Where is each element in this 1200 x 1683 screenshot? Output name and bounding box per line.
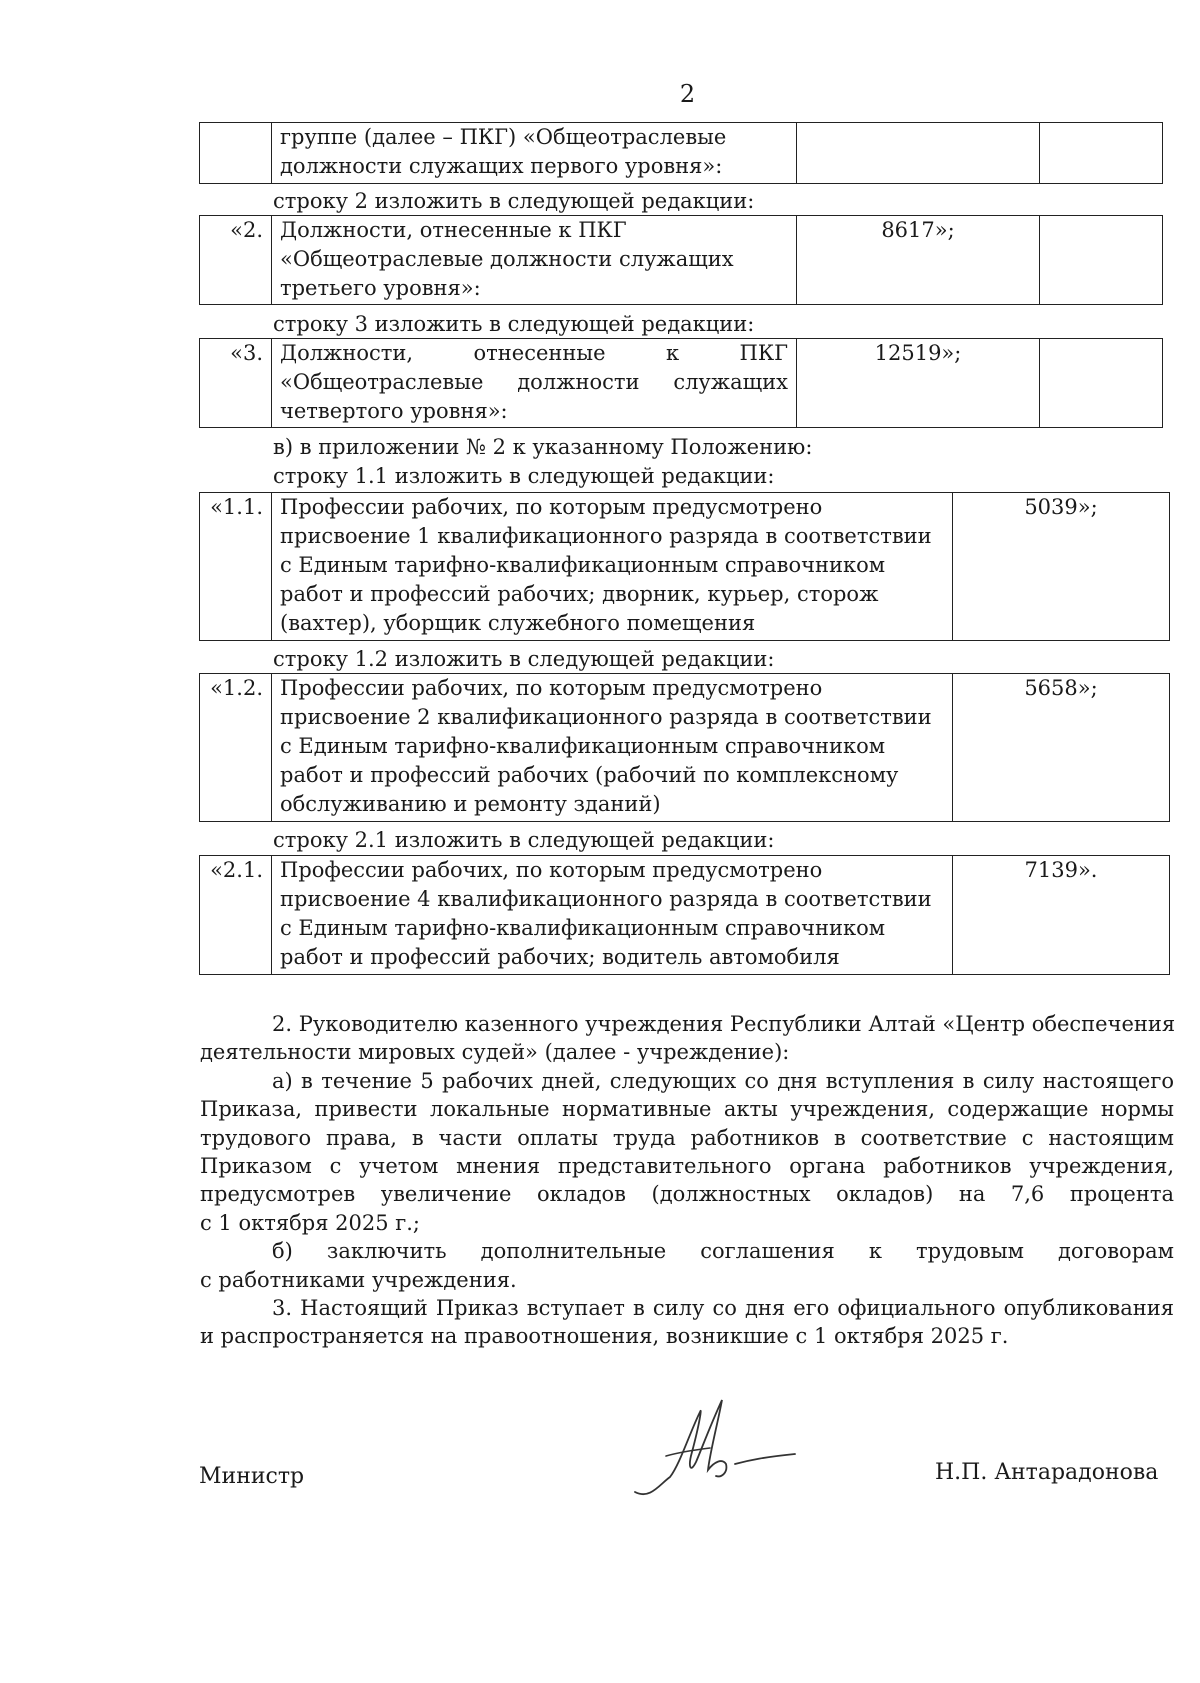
table-text-line: Профессии рабочих, по которым предусмотрено [280,676,823,700]
table-text-line: присвоение 2 квалификационного разряда в соответствии [280,705,932,729]
table-pkg2 [199,215,1163,305]
paragraph-line: а) в течение 5 рабочих дней, следующих со дня вступления в силу настоящего [272,1068,1174,1093]
signatory-name: Н.П. Антарадонова [935,1460,1159,1485]
paragraph-line: с 1 октября 2025 г.; [200,1210,420,1235]
paragraph-line: с работниками учреждения. [200,1267,517,1292]
table-text-line: с Единым тарифно-квалификационным справочником [280,553,886,577]
signatory-title: Министр [199,1464,305,1489]
table-cell-value: 5658»; [953,674,1170,822]
paragraph-line: 3. Настоящий Приказ вступает в силу со дня его официального опубликования [272,1296,1174,1321]
paragraph-line: предусмотрев увеличение окладов (должностных окладов) на 7,6 процента [200,1182,1174,1207]
table-text-line: присвоение 4 квалификационного разряда в соответствии [280,887,932,911]
table-text-line: присвоение 1 квалификационного разряда в соответствии [280,524,932,548]
table-text-line: работ и профессий рабочих; водитель автомобиля [280,945,840,969]
paragraph-line: деятельности мировых судей» (далее - учреждение): [200,1040,790,1065]
table-cell-text [272,856,953,975]
table-text-line: с Единым тарифно-квалификационным справочником [280,734,886,758]
caption-row12: строку 1.2 изложить в следующей редакции: [273,647,775,671]
table-text-line: Профессии рабочих, по которым предусмотрено [280,858,823,882]
table-cell-num: «1.2. [200,674,272,822]
caption-row3: строку 3 изложить в следующей редакции: [273,312,755,336]
paragraph-line: трудового права, в части оплаты труда работников в соответствие с настоящим [200,1125,1174,1150]
table-text-line: Должности, отнесенные к ПКГ [280,341,788,365]
paragraph-line: 2. Руководителю казенного учреждения Республики Алтай «Центр обеспечения [272,1012,1176,1036]
table-cell-value: 12519»; [797,339,1040,428]
table-text-line: обслуживанию и ремонту зданий) [280,792,661,816]
table-1-1 [199,492,1170,641]
handwritten-signature-icon [630,1392,810,1502]
table-text-line: «Общеотраслевые должности служащих [280,370,788,394]
table-cell-num: «2. [200,216,272,305]
body-text [200,1010,1174,1351]
table-text-line: (вахтер), уборщик служебного помещения [280,611,756,635]
table-cell-empty [1040,339,1163,428]
table-pkg3 [199,338,1163,428]
paragraph-line: Приказом с учетом мнения представительного органа работников учреждения, [200,1154,1174,1179]
paragraph-line: Приказа, привести локальные нормативные акты учреждения, содержащие нормы [200,1097,1174,1122]
paragraph-line: б) заключить дополнительные соглашения к трудовым договорам [272,1239,1174,1264]
table-cell-num: «2.1. [200,856,272,975]
table-1-2 [199,673,1170,822]
table-text-line: четвертого уровня»: [280,399,508,423]
table-text-line: работ и профессий рабочих; дворник, курьер, сторож [280,582,879,606]
table-cell-empty [1040,123,1163,184]
caption-row11: строку 1.1 изложить в следующей редакции: [273,464,775,488]
table-cell-text [272,493,953,641]
table-text-line: Должности, отнесенные к ПКГ [280,218,627,242]
caption-row21: строку 2.1 изложить в следующей редакции: [273,828,775,852]
table-cell-empty [1040,216,1163,305]
table-cell-text [272,216,797,305]
page-number: 2 [679,80,696,108]
table-pkg1 [199,122,1163,184]
table-cell-num: «1.1. [200,493,272,641]
table-text-line: Профессии рабочих, по которым предусмотрено [280,495,823,519]
table-text-line: группе (далее – ПКГ) «Общеотраслевые [280,125,727,149]
table-cell-num [200,123,272,184]
table-cell-num: «3. [200,339,272,428]
table-cell-value: 5039»; [953,493,1170,641]
table-cell-text [272,123,797,184]
table-text-line: с Единым тарифно-квалификационным справочником [280,916,886,940]
table-cell-value: 7139». [953,856,1170,975]
table-cell-text [272,674,953,822]
paragraph-line: и распространяется на правоотношения, возникшие с 1 октября 2025 г. [200,1324,1009,1349]
table-text-line: «Общеотраслевые должности служащих [280,247,734,271]
table-cell-value [797,123,1040,184]
table-cell-text [272,339,797,428]
caption-appendix: в) в приложении № 2 к указанному Положению: [273,435,813,459]
table-text-line: работ и профессий рабочих (рабочий по комплексному [280,763,899,787]
caption-row2: строку 2 изложить в следующей редакции: [273,189,755,213]
table-2-1 [199,855,1170,975]
table-text-line: третьего уровня»: [280,276,481,300]
table-cell-value: 8617»; [797,216,1040,305]
table-text-line: должности служащих первого уровня»: [280,154,723,178]
